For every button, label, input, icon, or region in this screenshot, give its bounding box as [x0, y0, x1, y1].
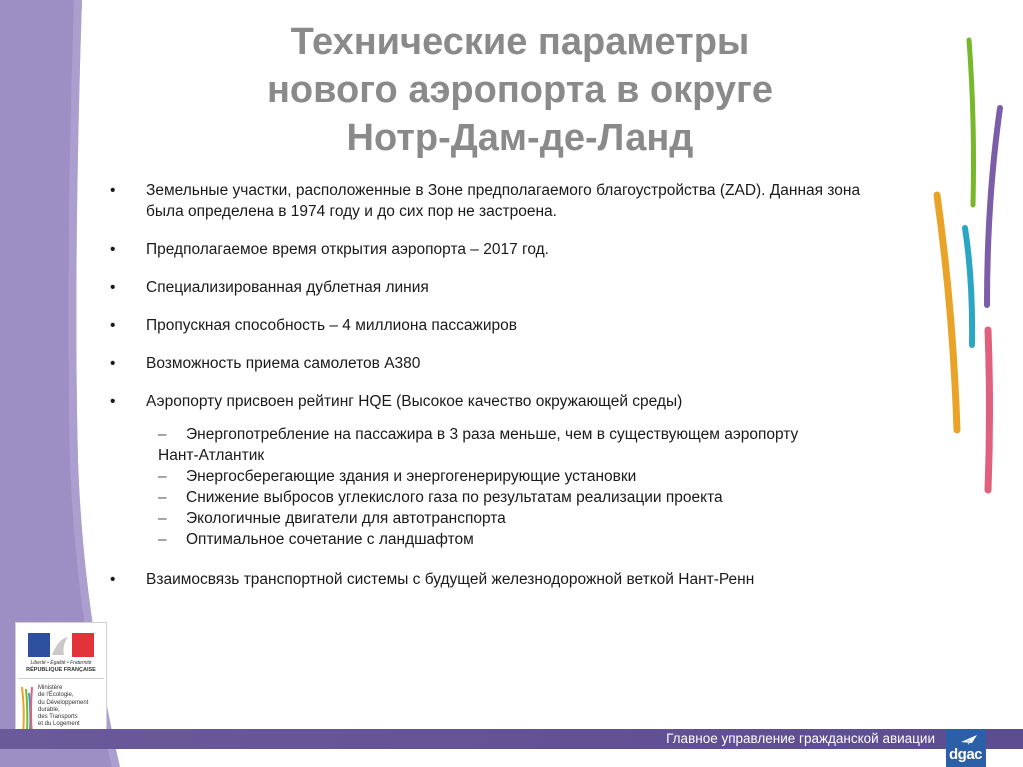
sub-text: Оптимальное сочетание с ландшафтом	[186, 531, 474, 548]
bullet-item	[110, 180, 900, 222]
title-line: Технические параметры	[290, 21, 750, 63]
ministry-logo	[15, 622, 107, 742]
ministry-line: Ministère	[38, 685, 63, 691]
sub-item	[158, 508, 900, 529]
bullet-text: Специализированная дублетная линия	[146, 279, 429, 296]
sub-item	[158, 466, 900, 487]
stripe-green	[969, 40, 974, 205]
sub-list	[158, 424, 900, 550]
sub-text: Энергосберегающие здания и энергогенерирующие установки	[186, 468, 637, 485]
sub-text: Энергопотребление на пассажира в 3 раза меньше, чем в существующем аэропорту	[186, 426, 799, 443]
bullet-text: Предполагаемое время открытия аэропорта – 2017 год.	[146, 241, 549, 258]
footer-text: Главное управление гражданской авиации	[666, 731, 935, 746]
decorative-stripes	[925, 30, 1015, 500]
bullet-symbol: •	[110, 279, 116, 296]
stripe-orange	[937, 195, 957, 430]
bullet-item	[110, 353, 900, 374]
ministry-line: du Développement	[38, 699, 89, 706]
republic-label: RÉPUBLIQUE FRANÇAISE	[26, 667, 96, 673]
bullet-item	[110, 239, 900, 260]
divider	[18, 678, 104, 679]
dash-symbol: –	[158, 489, 167, 506]
dash-symbol: –	[158, 531, 167, 548]
bullet-text: Пропускная способность – 4 миллиона пассажиров	[146, 317, 518, 334]
sub-text: Снижение выбросов углекислого газа по результатам реализации проекта	[186, 489, 723, 506]
motto: Liberté • Égalité • Fraternité	[30, 660, 92, 666]
bullet-text: Взаимосвязь транспортной системы с будущей железнодорожной веткой Нант-Ренн	[146, 571, 755, 588]
sub-item	[158, 487, 900, 508]
stripe-purple	[987, 108, 1000, 305]
footer-bar	[0, 729, 1023, 749]
bullet-item	[110, 569, 900, 590]
sub-item	[158, 424, 900, 466]
dash-symbol: –	[158, 468, 167, 485]
ministry-line: des Transports	[38, 714, 78, 721]
sub-text: Экологичные двигатели для автотранспорта	[186, 510, 506, 527]
bullet-symbol: •	[110, 355, 116, 372]
bullet-text: Земельные участки, расположенные в Зоне предполагаемого благоустройства (ZAD). Данная зона была определена в 1974 году и до сих пор не застроена.	[146, 182, 861, 220]
bullet-symbol: •	[110, 241, 116, 258]
bullet-text: Аэропорту присвоен рейтинг HQE (Высокое качество окружающей среды)	[146, 393, 683, 410]
sub-text-continued: Нант-Атлантик	[158, 447, 265, 464]
ministry-line: de l'Écologie,	[38, 692, 74, 699]
bullet-symbol: •	[110, 182, 116, 199]
plane-icon	[960, 732, 978, 746]
dash-symbol: –	[158, 426, 167, 443]
bullet-item	[110, 277, 900, 298]
bullet-symbol: •	[110, 317, 116, 334]
bullet-text: Возможность приема самолетов А380	[146, 355, 421, 372]
bullet-item	[110, 391, 900, 412]
ministry-line: durable,	[38, 706, 60, 713]
page-title	[160, 18, 880, 162]
sub-item	[158, 529, 900, 550]
title-line: Нотр-Дам-де-Ланд	[346, 117, 694, 159]
bullet-symbol: •	[110, 393, 116, 410]
ministry-line: et du Logement	[38, 721, 80, 728]
bullet-list	[110, 180, 900, 607]
dgac-label: dgac	[949, 746, 983, 763]
dash-symbol: –	[158, 510, 167, 527]
stripe-pink	[988, 330, 990, 490]
stripe-teal	[965, 228, 972, 345]
bullet-item	[110, 315, 900, 336]
dgac-logo	[946, 729, 986, 767]
bullet-symbol: •	[110, 571, 116, 588]
ministry-name	[38, 685, 88, 729]
marianne-flag-icon	[28, 633, 94, 657]
title-line: нового аэропорта в округе	[266, 69, 773, 111]
